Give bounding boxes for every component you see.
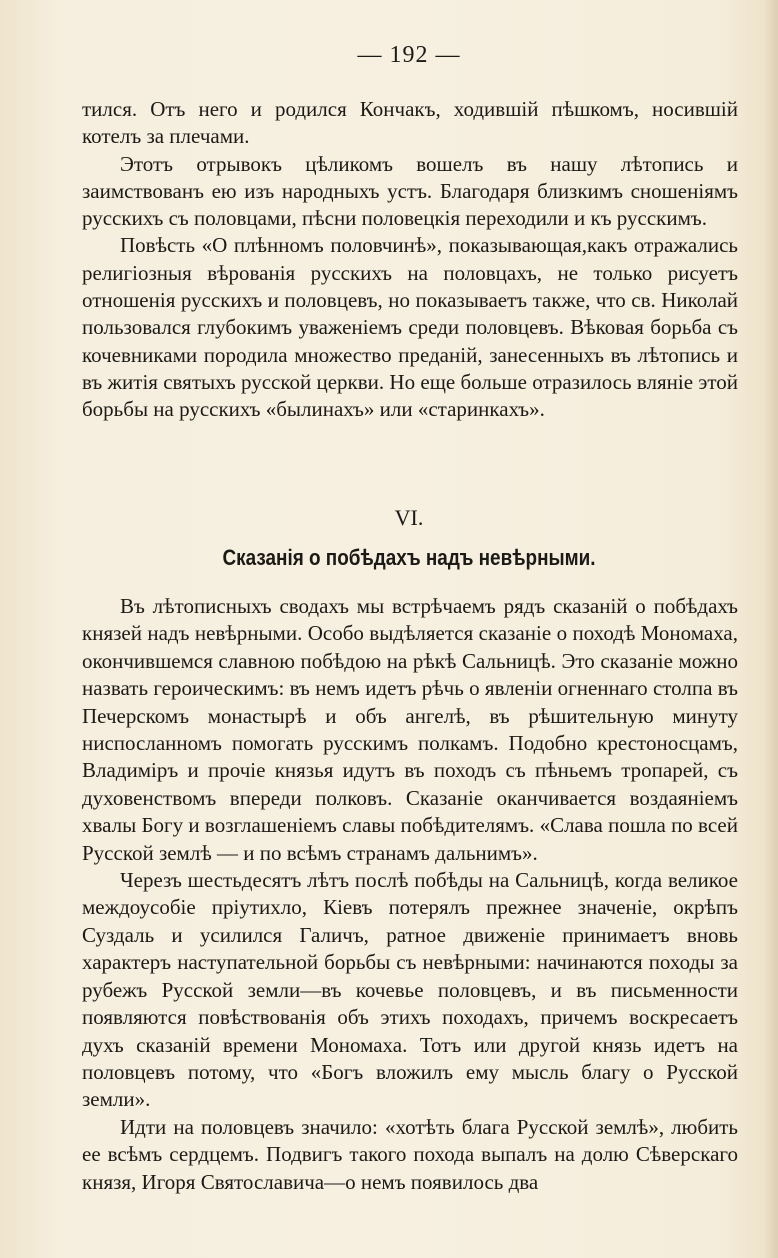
text-block-bottom (82, 593, 738, 1196)
section-number: VI. (394, 505, 424, 530)
text-block-top (82, 96, 738, 424)
paragraph: Идти на половцевъ значило: «хотѣть блага Русской землѣ», любить ее всѣмъ сердцемъ. Подвигъ такого похода выпалъ на долю Сѣверскаго князя, Игоря Святославича—о немъ появилось два (82, 1114, 738, 1194)
paragraph: Въ лѣтописныхъ сводахъ мы встрѣчаемъ рядъ сказаній о побѣдахъ князей надъ невѣрными. Особо выдѣляется сказаніе о походѣ Мономаха, окончившемся славною побѣдою на рѣкѣ Сальницѣ. Это сказаніе можно назвать героическимъ: въ немъ идетъ рѣчь о явленіи огненнаго столпа въ Печерскомъ монастырѣ и объ ангелѣ, въ рѣшительную минуту ниспосланномъ помогать русскимъ полкамъ. Подобно крестоносцамъ, Владиміръ и прочіе князья идутъ въ походъ съ пѣньемъ тропарей, съ духовенствомъ впереди полковъ. Сказаніе оканчивается воздаяніемъ хвалы Богу и возглашеніемъ славы побѣдителямъ. «Слава пошла по всей Русской землѣ — и по всѣмъ странамъ дальнимъ». (82, 594, 738, 865)
section-title: Сказанія о побѣдахъ надъ невѣрными. (222, 545, 596, 570)
paragraph: Повѣсть «О плѣнномъ половчинѣ», показывающая,какъ отражались религіозныя вѣрованія русскихъ на половцахъ, не только рисуетъ отношенія русскихъ и половцевъ, но показываетъ также, что св. Николай пользовался глубокимъ уваженіемъ среди половцевъ. Вѣковая борьба съ кочевниками породила множество преданій, занесенныхъ въ лѣтопись и въ житія святыхъ русской церкви. Но еще больше отразилось вляніе этой борьбы на русскихъ «былинахъ» или «старинкахъ». (82, 233, 738, 422)
paragraph: Черезъ шестьдесятъ лѣтъ послѣ побѣды на Сальницѣ, когда великое междоусобіе пріутихло, Кіевъ потерялъ прежнее значеніе, окрѣпъ Суздаль и усилился Галичъ, ратное движеніе принимаетъ вновь характеръ наступательной борьбы съ невѣрными: начинаются походы за рубежъ Русской земли—въ кочевье половцевъ, и въ письменности появляются повѣствованія объ этихъ походахъ, причемъ воскресаетъ духъ сказаній времени Мономаха. Тотъ или другой князь идетъ на половцевъ потому, что «Богъ вложилъ ему мысль благу о Русской земли». (82, 868, 738, 1112)
paragraph: Этотъ отрывокъ цѣликомъ вошелъ въ нашу лѣтопись и заимствованъ ею изъ народныхъ устъ. Благодаря близкимъ сношеніямъ русскихъ съ половцами, пѣсни половецкія переходили и къ русскимъ. (82, 151, 738, 231)
paragraph: тился. Отъ него и родился Кончакъ, ходившій пѣшкомъ, носившій котелъ за плечами. (82, 97, 738, 149)
page-edge-shadow (764, 0, 778, 1258)
page-number: — 192 — (357, 42, 461, 68)
